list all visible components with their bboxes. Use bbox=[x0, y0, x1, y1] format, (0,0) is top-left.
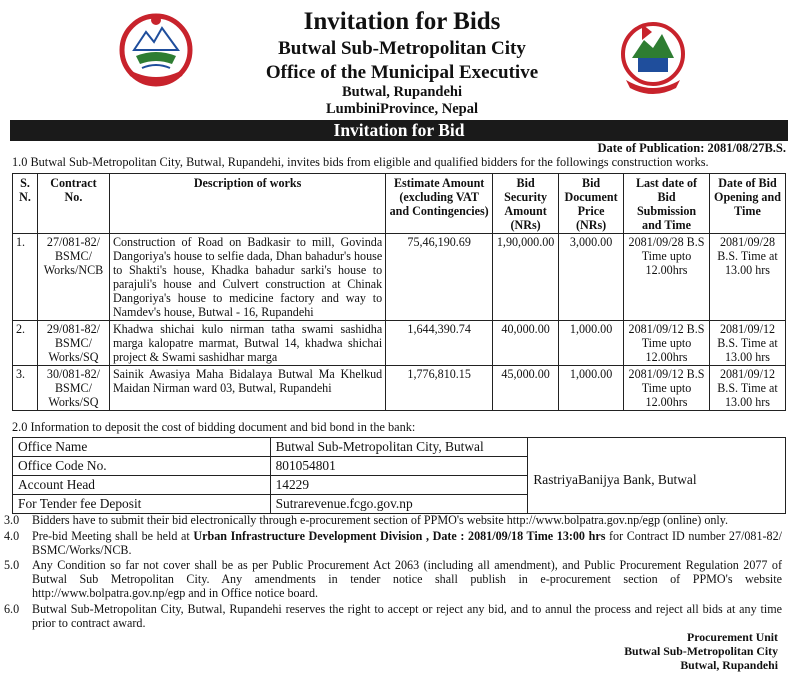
note-item bbox=[4, 559, 782, 600]
cell-opening: 2081/09/28 B.S. Time at 13.00 hrs bbox=[709, 234, 785, 321]
bank-value: Sutrarevenue.fcgo.gov.np bbox=[270, 495, 528, 514]
signature-place: Butwal, Rupandehi bbox=[680, 658, 778, 672]
note-number: 6.0 bbox=[4, 601, 20, 616]
signature-city: Butwal Sub-Metropolitan City bbox=[624, 644, 778, 658]
document-title: Invitation for Bids bbox=[303, 8, 501, 35]
note-number: 5.0 bbox=[4, 558, 20, 573]
bank-label: Account Head bbox=[13, 476, 271, 495]
bank-value: 801054801 bbox=[270, 457, 528, 476]
signature-block bbox=[624, 630, 778, 672]
header-document: Bid Document Price (NRs) bbox=[559, 174, 624, 234]
bank-label: Office Code No. bbox=[13, 457, 271, 476]
cell-description: Sainik Awasiya Maha Bidalaya Butwal Ma Khelkud Maidan Nirman ward 03, Butwal, Rupandehi bbox=[109, 366, 385, 411]
cell-contract: 27/081-82/ BSMC/ Works/NCB bbox=[37, 234, 109, 321]
cell-document: 3,000.00 bbox=[559, 234, 624, 321]
bank-row bbox=[13, 438, 786, 457]
publication-date: Date of Publication: 2081/08/27B.S. bbox=[597, 141, 786, 155]
title-banner: Invitation for Bid bbox=[10, 120, 788, 141]
cell-sn: 3. bbox=[13, 366, 38, 411]
header bbox=[0, 0, 804, 118]
bids-table bbox=[12, 173, 786, 411]
cell-estimate: 1,644,390.74 bbox=[386, 321, 493, 366]
cell-document: 1,000.00 bbox=[559, 321, 624, 366]
bank-name: RastriyaBanijya Bank, Butwal bbox=[528, 438, 786, 514]
cell-sn: 1. bbox=[13, 234, 38, 321]
note-text-post: for Contract ID number 27/081-82/ BSMC/Works/NCB. bbox=[32, 528, 782, 557]
intro-paragraph: 1.0 Butwal Sub-Metropolitan City, Butwal, Rupandehi, invites bids from eligible and qualified bidders for the followings construction works. bbox=[12, 155, 709, 169]
meeting-details: Urban Infrastructure Development Division , Date : 2081/09/18 Time 13:00 hrs bbox=[193, 528, 606, 543]
header-description: Description of works bbox=[109, 174, 385, 234]
cell-security: 45,000.00 bbox=[493, 366, 559, 411]
cell-description: Construction of Road on Badkasir to mill, Govinda Dangoriya's house to selfie dada, Dhan bahadur's house to Shakti's house, Khadka bahadur sarki's house to parajuli's house and Culvert construction at Chinak Dangoriya's house to medicine factory and way to Namdev's house, Butwal - 16, Rupandehi bbox=[109, 234, 385, 321]
header-sn: S. N. bbox=[13, 174, 38, 234]
cell-document: 1,000.00 bbox=[559, 366, 624, 411]
header-last-date: Last date of Bid Submission and Time bbox=[624, 174, 710, 234]
cell-sn: 2. bbox=[13, 321, 38, 366]
province: LumbiniProvince, Nepal bbox=[326, 101, 478, 117]
note-number: 3.0 bbox=[4, 513, 20, 527]
table-header-row bbox=[13, 174, 786, 234]
signature-unit: Procurement Unit bbox=[687, 630, 778, 644]
office-name: Office of the Municipal Executive bbox=[265, 62, 539, 83]
section-2-heading: 2.0 Information to deposit the cost of bidding document and bid bond in the bank: bbox=[12, 420, 416, 434]
note-item bbox=[4, 603, 782, 631]
bank-value: Butwal Sub-Metropolitan City, Butwal bbox=[270, 438, 528, 457]
cell-estimate: 1,776,810.15 bbox=[386, 366, 493, 411]
notes-section bbox=[4, 514, 782, 632]
note-text-pre: Pre-bid Meeting shall be held at bbox=[32, 528, 194, 543]
cell-security: 40,000.00 bbox=[493, 321, 559, 366]
note-number: 4.0 bbox=[4, 528, 20, 543]
header-estimate: Estimate Amount (excluding VAT and Contingencies) bbox=[386, 174, 493, 234]
cell-opening: 2081/09/12 B.S. Time at 13.00 hrs bbox=[709, 321, 785, 366]
note-text: Butwal Sub-Metropolitan City, Butwal, Rupandehi reserves the right to accept or reject any bid, and to annul the process and reject all bids at any time prior to contract award. bbox=[32, 601, 782, 630]
cell-last-date: 2081/09/28 B.S Time upto 12.00hrs bbox=[624, 234, 710, 321]
table-row bbox=[13, 234, 786, 321]
header-security: Bid Security Amount (NRs) bbox=[493, 174, 559, 234]
note-item bbox=[4, 514, 782, 528]
cell-opening: 2081/09/12 B.S. Time at 13.00 hrs bbox=[709, 366, 785, 411]
city-name: Butwal Sub-Metropolitan City bbox=[278, 38, 526, 59]
header-opening: Date of Bid Opening and Time bbox=[709, 174, 785, 234]
note-text bbox=[32, 530, 782, 558]
cell-contract: 30/081-82/ BSMC/ Works/SQ bbox=[37, 366, 109, 411]
table-row bbox=[13, 321, 786, 366]
note-text: Bidders have to submit their bid electronically through e-procurement section of PPMO's website http://www.bolpatra.gov.np/egp (online) only. bbox=[32, 513, 729, 527]
bank-label: Office Name bbox=[13, 438, 271, 457]
office-location: Butwal, Rupandehi bbox=[341, 84, 463, 100]
cell-contract: 29/081-82/ BSMC/ Works/SQ bbox=[37, 321, 109, 366]
cell-estimate: 75,46,190.69 bbox=[386, 234, 493, 321]
bank-value: 14229 bbox=[270, 476, 528, 495]
bank-info-table bbox=[12, 437, 786, 514]
header-contract: Contract No. bbox=[37, 174, 109, 234]
cell-security: 1,90,000.00 bbox=[493, 234, 559, 321]
note-item bbox=[4, 530, 782, 558]
cell-last-date: 2081/09/12 B.S Time upto 12.00hrs bbox=[624, 321, 710, 366]
bank-label: For Tender fee Deposit bbox=[13, 495, 271, 514]
table-row bbox=[13, 366, 786, 411]
note-text: Any Condition so far not cover shall be as per Public Procurement Act 2063 (including all amendment), and Public Procurement Regulation 2077 of Butwal Sub Metropolitan City. Any amendments in tender notice shall publish in e-procurement section of PPMO's website http://www.bolpatra.gov.np/egp and in Office notice board. bbox=[32, 558, 782, 600]
cell-last-date: 2081/09/12 B.S Time upto 12.00hrs bbox=[624, 366, 710, 411]
cell-description: Khadwa shichai kulo nirman tatha swami sashidha marga kalopatre marmat, Butwal 14, khadwa shichai project & Swami sashidhar marga bbox=[109, 321, 385, 366]
